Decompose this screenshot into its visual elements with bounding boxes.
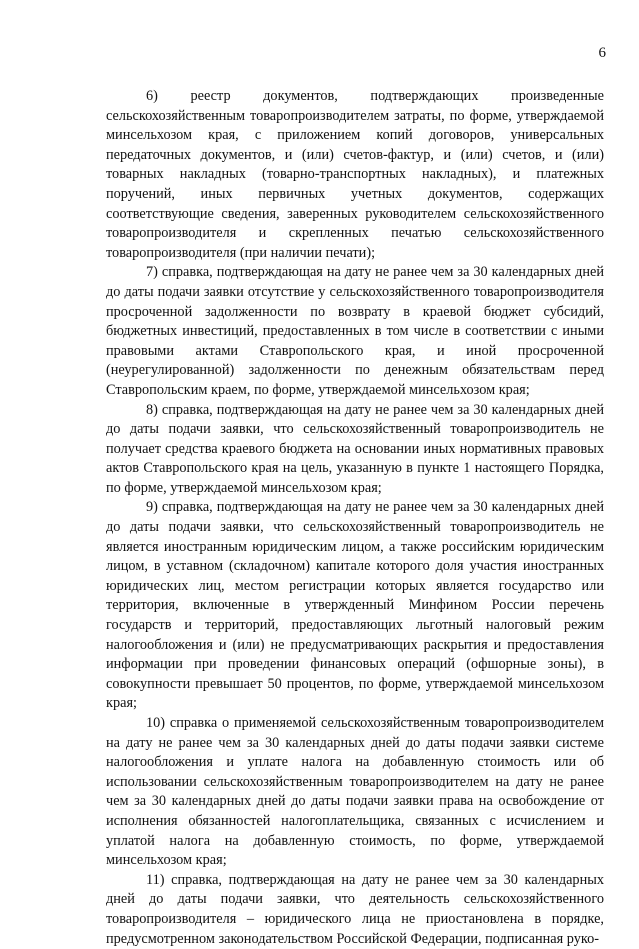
document-body	[106, 87, 604, 949]
paragraph-item-11: 11) справка, подтверждающая на дату не ранее чем за 30 календарных дней до даты подачи заявки, что деятельность сельскохозяйственного товаропроизводителя – юридического лица не приостановлена в порядке, предусмотренном законодательством Российской Федерации, подписанная руко-	[106, 871, 604, 947]
paragraph-item-7: 7) справка, подтверждающая на дату не ранее чем за 30 календарных дней до даты подачи заявки отсутствие у сельскохозяйственного товаропроизводителя просроченной задолженности по возврату в краевой бюджет субсидий, бюджетных инвестиций, предоставленных в том числе в соответствии с иными правовыми актами Ставропольского края, и иной просроченной (неурегулированной) задолженности по денежным обязательствам перед Ставропольским краем, по форме, утверждаемой минсельхозом края;	[106, 264, 604, 398]
paragraph-item-8: 8) справка, подтверждающая на дату не ранее чем за 30 календарных дней до даты подачи заявки, что сельскохозяйственный товаропроизводитель не получает средства краевого бюджета на основании иных нормативных правовых актов Ставропольского края на цель, указанную в пункте 1 настоящего Порядка, по форме, утверждаемой минсельхозом края;	[106, 401, 604, 496]
page-number: 6	[598, 45, 606, 61]
paragraph-item-9: 9) справка, подтверждающая на дату не ранее чем за 30 календарных дней до даты подачи заявки, что сельскохозяйственный товаропроизводитель не является иностранным юридическим лицом, а также российским юридическим лицом, в уставном (складочном) капитале которого доля участия иностранных юридических лиц, местом регистрации которых является государство или территория, включенные в утвержденный Минфином России перечень государств и территорий, предоставляющих льготный налоговый режим налогообложения и (или) не предусматривающих раскрытия и предоставления информации при проведении финансовых операций (офшорные зоны), в совокупности превышает 50 процентов, по форме, утверждаемой минсельхозом края;	[106, 499, 604, 712]
paragraph-item-10: 10) справка о применяемой сельскохозяйственным товаропроизводителем на дату не ранее чем за 30 календарных дней до даты подачи заявки системе налогообложения и уплате налога на добавленную стоимость или об использовании сельскохозяйственным товаропроизводителем на дату не ранее чем за 30 календарных дней до даты подачи заявки права на освобождение от исполнения обязанностей налогоплательщика, связанных с исчислением и уплатой налога на добавленную стоимость, по форме, утверждаемой минсельхозом края;	[106, 715, 604, 869]
paragraph-item-6: 6) реестр документов, подтверждающих произведенные сельскохозяйственным товаропроизводителем затраты, по форме, утверждаемой минсельхозом края, с приложением копий договоров, универсальных передаточных документов, и (или) счетов-фактур, и (или) счетов, и (или) товарных накладных (товарно-транспортных накладных), и платежных поручений, иных первичных учетных документов, содержащих соответствующие сведения, заверенных руководителем сельскохозяйственного товаропроизводителя и скрепленных печатью сельскохозяйственного товаропроизводителя (при наличии печати);	[106, 88, 604, 261]
